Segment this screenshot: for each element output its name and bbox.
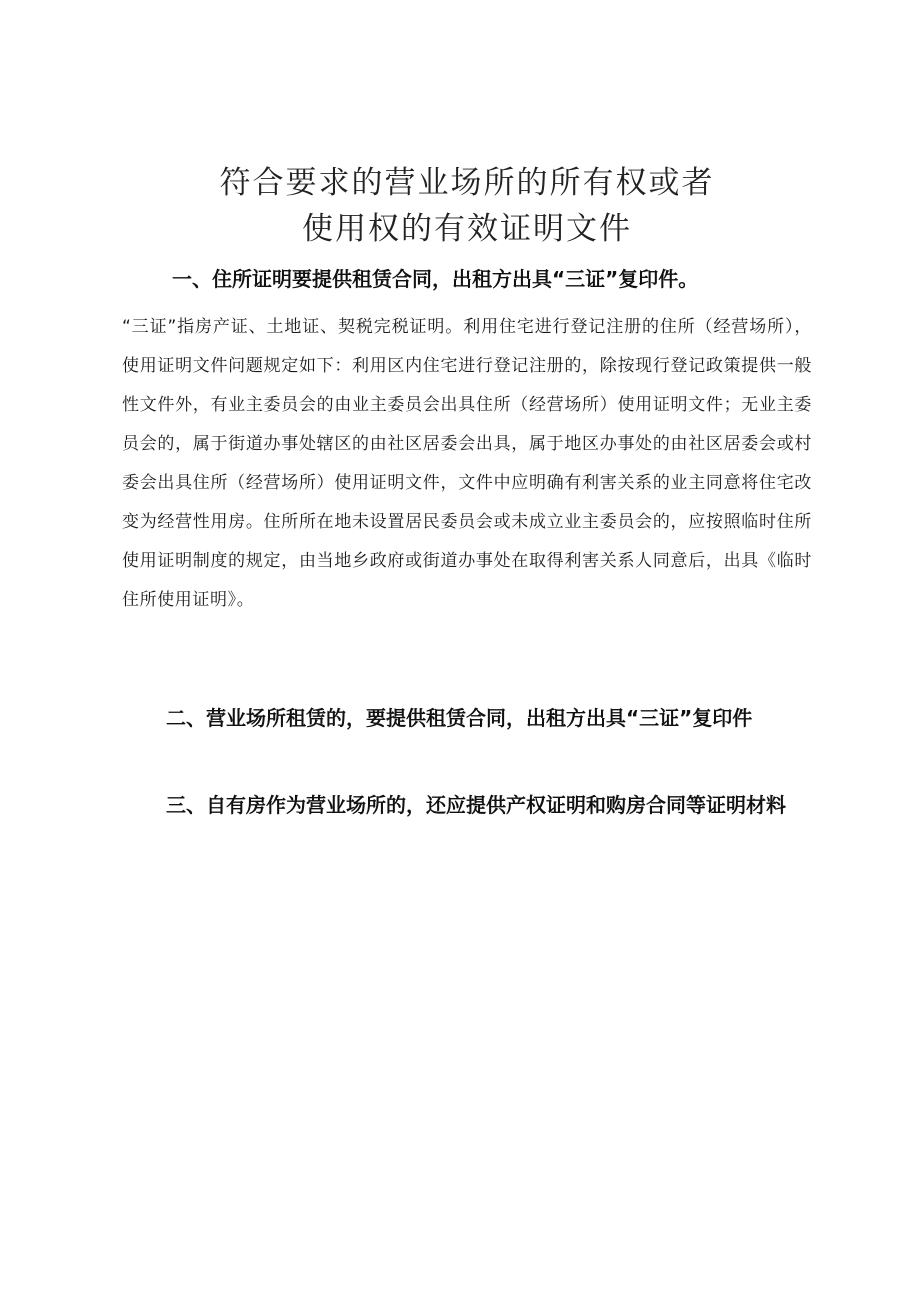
section-one-body: “三证”指房产证、土地证、契税完税证明。利用住宅进行登记注册的住所（经营场所），使用证明文件问题规定如下：利用区内住宅进行登记注册的，除按现行登记政策提供一般性文件外，有业主委员会的由业主委员会出具住所（经营场所）使用证明文件；无业主委员会的，属于街道办事处辖区的由社区居委会出具，属于地区办事处的由社区居委会或村委会出具住所（经营场所）使用证明文件，文件中应明确有利害关系的业主同意将住宅改变为经营性用房。住所所在地未设置居民委员会或未成立业主委员会的，应按照临时住所使用证明制度的规定，由当地乡政府或街道办事处在取得利害关系人同意后，出具《临时住所使用证明》。 <box>122 317 812 610</box>
document-title <box>122 160 812 252</box>
section-two-paragraph: 二、营业场所租赁的，要提供租赁合同，出租方出具“三证”复印件 <box>166 706 753 730</box>
title-line-2: 使用权的有效证明文件 <box>302 211 632 247</box>
section-three-paragraph: 三、自有房作为营业场所的，还应提供产权证明和购房合同等证明材料 <box>166 793 786 817</box>
title-line-1: 符合要求的营业场所的所有权或者 <box>219 165 715 201</box>
section-one-heading: 一、住所证明要提供租赁合同，出租方出具“三证”复印件。 <box>172 267 699 291</box>
